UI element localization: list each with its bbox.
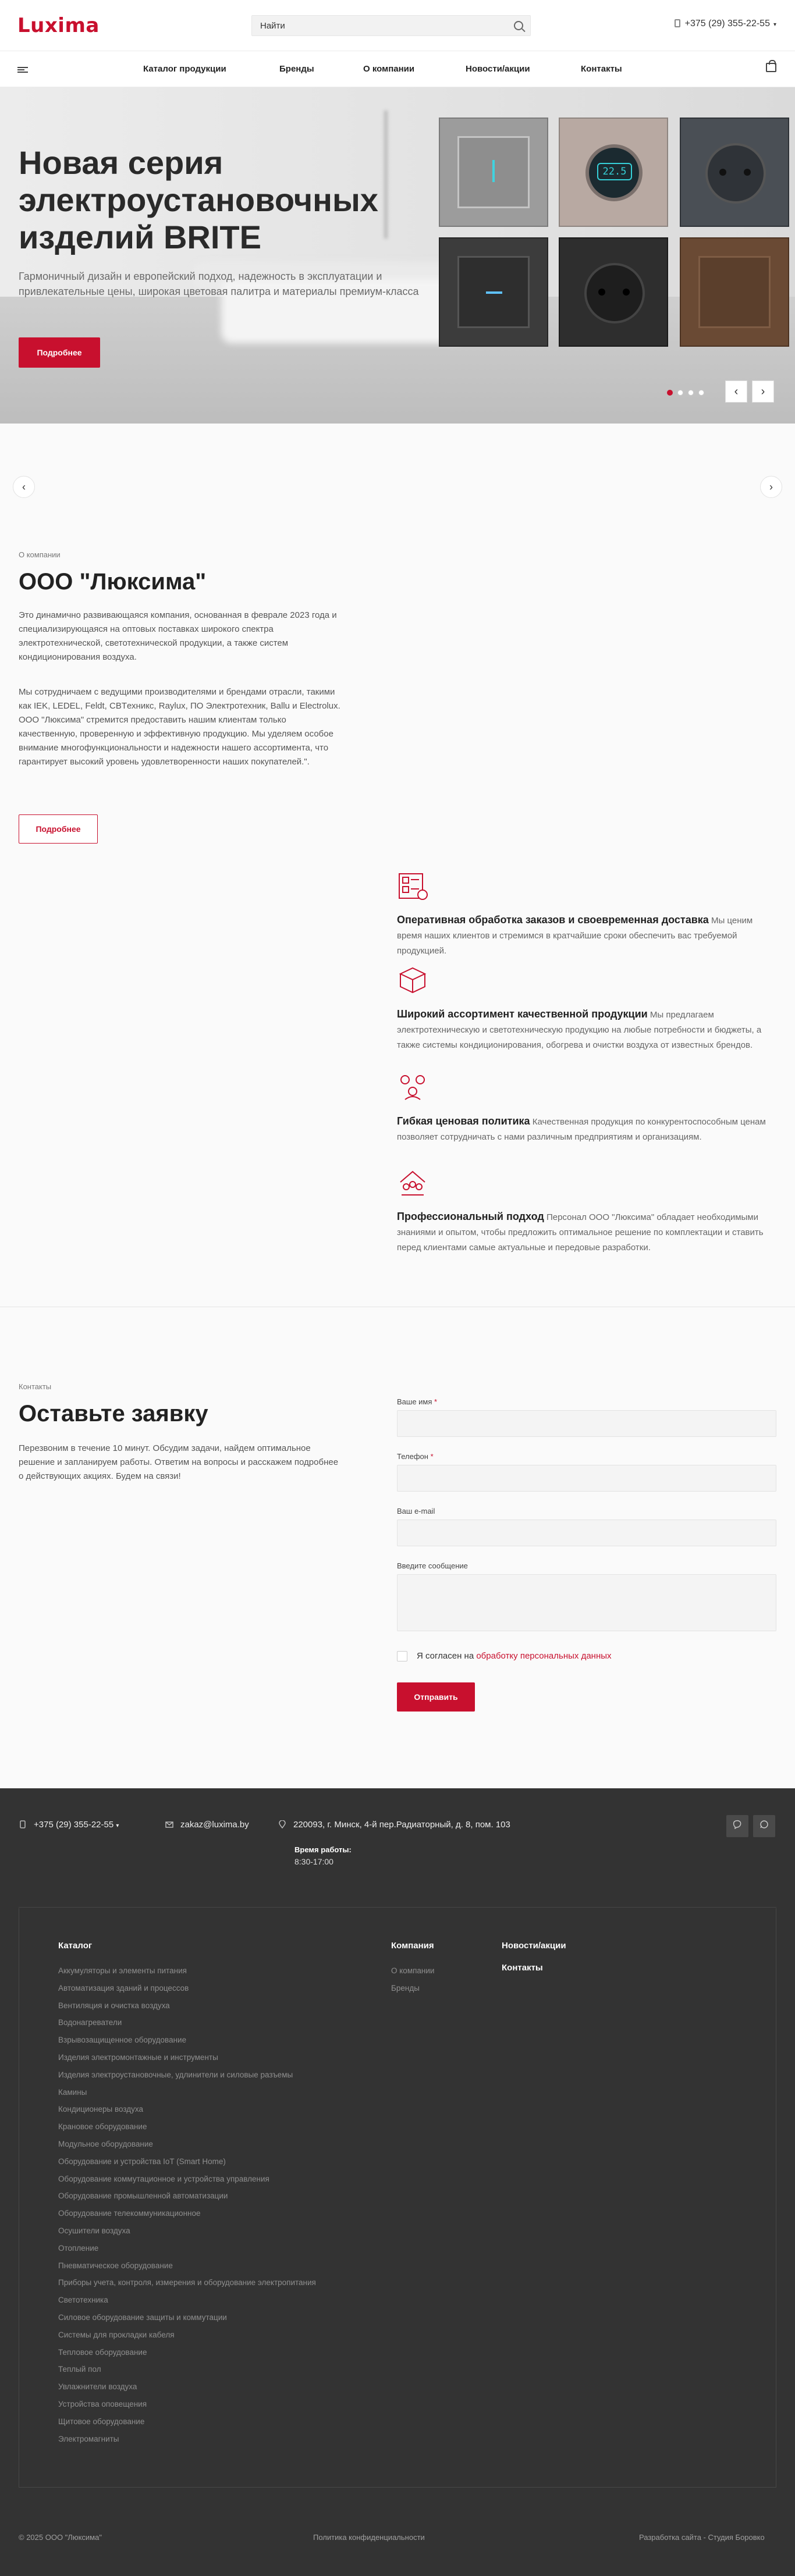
hours-value: 8:30-17:00	[294, 1857, 333, 1866]
footer-catalog-link[interactable]: Вентиляция и очистка воздуха	[58, 2001, 170, 2010]
product-tile-socket-usb	[680, 118, 789, 227]
nav-contacts[interactable]: Контакты	[581, 64, 622, 74]
carousel-prev-button[interactable]: ‹	[13, 476, 35, 498]
phone-icon	[19, 1820, 27, 1828]
footer-catalog-link[interactable]: Системы для прокладки кабеля	[58, 2330, 175, 2339]
about-paragraph-1: Это динамично развивающаяся компания, основанная в феврале 2023 года и специализирующаяся на оптовых поставках широкого спектра электротехнической, светотехнической продукции, а также систем кондиционирования воздуха.	[19, 610, 337, 662]
feature-item	[397, 1167, 776, 1255]
about-title: ООО "Люксима"	[19, 569, 207, 595]
footer-email[interactable]	[165, 1820, 249, 1830]
logo[interactable]: Luxima	[17, 14, 100, 37]
thermostat-dial	[585, 144, 643, 201]
contact-title: Оставьте заявку	[19, 1401, 208, 1426]
socket-hole-right	[744, 169, 751, 176]
thermostat-display: 22.5	[597, 163, 632, 180]
footer-company-link[interactable]: Бренды	[391, 1983, 420, 1993]
consent-text	[417, 1651, 612, 1661]
about-eyebrow: О компании	[19, 550, 61, 559]
feature-title: Профессиональный подход	[397, 1211, 544, 1222]
product-tile-switch-black	[439, 237, 548, 347]
footer-phone[interactable]	[19, 1820, 119, 1830]
socket-hole-left	[719, 169, 726, 176]
name-label	[397, 1397, 437, 1406]
name-input[interactable]	[397, 1410, 776, 1437]
slider-next-button[interactable]: ›	[752, 380, 774, 403]
nav-brands[interactable]: Бренды	[279, 64, 314, 74]
hero-subtitle: Гармоничный дизайн и европейский подход, надежность в эксплуатации и привлекательные цены, широкая цветовая палитра и материалы премиум-класса	[19, 271, 419, 297]
phone-label-text: Телефон	[397, 1452, 428, 1461]
footer-catalog-link[interactable]: Приборы учета, контроля, измерения и оборудование электропитания	[58, 2278, 316, 2287]
footer-catalog-link[interactable]: Оборудование телекоммуникационное	[58, 2209, 201, 2218]
footer-catalog-link[interactable]: Кондиционеры воздуха	[58, 2105, 143, 2114]
footer-catalog-link[interactable]: Светотехника	[58, 2296, 108, 2305]
footer-catalog-link[interactable]: Пневматическое оборудование	[58, 2261, 173, 2270]
footer-catalog-link[interactable]: Крановое оборудование	[58, 2122, 147, 2132]
footer-catalog-link[interactable]: Тепловое оборудование	[58, 2347, 147, 2357]
chevron-down-icon[interactable]: ▾	[773, 22, 776, 28]
email-input[interactable]	[397, 1520, 776, 1546]
submit-button[interactable]: Отправить	[397, 1682, 475, 1712]
required-mark: *	[430, 1452, 434, 1461]
search-input[interactable]	[252, 16, 496, 35]
footer-catalog-link[interactable]: Изделия электромонтажные и инструменты	[58, 2052, 218, 2062]
footer-phone-number[interactable]: +375 (29) 355-22-55	[34, 1820, 114, 1830]
indicator-light	[492, 160, 495, 182]
hero-title: Новая серия электроустановочных изделий BRITE	[19, 144, 378, 255]
footer-catalog-link[interactable]: Водонагреватели	[58, 2018, 122, 2027]
location-icon	[278, 1820, 286, 1828]
header-phone[interactable]	[675, 19, 776, 29]
socket-hole-left	[598, 289, 605, 296]
team-icon	[397, 1167, 428, 1198]
message-label: Введите сообщение	[397, 1561, 468, 1570]
footer-catalog-link[interactable]: Автоматизация зданий и процессов	[58, 1983, 189, 1993]
footer-catalog-link[interactable]: Электромагниты	[58, 2434, 119, 2443]
footer-company-link[interactable]: О компании	[391, 1966, 435, 1975]
footer-news-title[interactable]: Новости/акции	[502, 1941, 566, 1951]
email-label: Ваш e-mail	[397, 1507, 435, 1515]
hero-more-button[interactable]: Подробнее	[19, 337, 100, 368]
consent-prefix: Я согласен на	[417, 1651, 474, 1661]
footer-address-text: 220093, г. Минск, 4-й пер.Радиаторный, д. 8, пом. 103	[293, 1820, 510, 1830]
slider-dot[interactable]	[677, 390, 683, 396]
feature-description: Качественная продукция по конкурентоспособным ценам позволяет сотрудничать с нами различным предприятиям и организациям.	[397, 1117, 766, 1142]
viber-icon[interactable]	[726, 1815, 748, 1837]
nav-about[interactable]: О компании	[363, 64, 415, 74]
footer-catalog-link[interactable]: Оборудование и устройства IoT (Smart Home)	[58, 2157, 226, 2166]
footer-contacts-title[interactable]: Контакты	[502, 1963, 543, 1973]
contact-text: Перезвоним в течение 10 минут. Обсудим задачи, найдем оптимальное решение и запланируем работы. Ответим на вопросы и расскажем подробнее о действующих акциях. Будем на связи!	[19, 1443, 339, 1481]
feature-description: Мы предлагаем электротехническую и светотехническую продукцию на любые потребности и бюджеты, а также системы кондиционирования, обогрева и очистки воздуха от известных брендов.	[397, 1010, 762, 1050]
hours-label: Время работы:	[294, 1845, 352, 1854]
about-more-button[interactable]: Подробнее	[19, 814, 98, 844]
box-icon	[397, 965, 428, 996]
footer-catalog-link[interactable]: Отопление	[58, 2243, 99, 2253]
footer-catalog-link[interactable]: Силовое оборудование защиты и коммутации	[58, 2312, 227, 2322]
footer-catalog-link[interactable]: Модульное оборудование	[58, 2139, 153, 2148]
switch-key	[457, 136, 530, 208]
feature-description: Мы ценим время наших клиентов и стремимся в кратчайшие сроки обеспечить вас требуемой продукцией.	[397, 916, 753, 956]
footer-catalog-link[interactable]: Устройства оповещения	[58, 2399, 147, 2408]
header-phone-number[interactable]: +375 (29) 355-22-55	[684, 19, 770, 29]
footer-address	[278, 1820, 510, 1830]
slider-dot[interactable]	[698, 390, 704, 396]
footer-catalog-list	[58, 1965, 316, 2450]
feature-item	[397, 1072, 776, 1145]
footer-catalog-link[interactable]: Взрывозащищенное оборудование	[58, 2036, 187, 2045]
slider-pagination	[667, 388, 709, 399]
footer-catalog-link[interactable]: Камины	[58, 2087, 87, 2097]
search-bar	[251, 15, 531, 36]
footer-divider	[19, 1907, 776, 1908]
about-paragraph-2: Мы сотрудничаем с ведущими производителями и брендами отрасли, такими как IEK, LEDEL, Feldt, CBTехникс, Raylux, ПО Электротехник, Ballu и Electrolux. ООО "Люксима" стремится предоставить нашим клиентам только качественную, проверенную и эффективную продукцию. Мы уделяем особое внимание многофункциональности и надежности нашего ассортимента, что гарантирует высокий уровень удовлетворенности наших покупателей.".	[19, 687, 340, 767]
privacy-link[interactable]: Политика конфиденциальности	[313, 2533, 425, 2542]
footer	[0, 1788, 795, 2576]
hero-slider	[0, 87, 795, 424]
people-pricing-icon	[397, 1072, 428, 1103]
consent-link[interactable]: обработку персональных данных	[476, 1651, 612, 1661]
feature-item	[397, 870, 776, 959]
chevron-down-icon[interactable]: ▾	[116, 1823, 119, 1829]
search-icon[interactable]	[514, 21, 523, 30]
footer-catalog-link[interactable]: Оборудование промышленной автоматизации	[58, 2191, 228, 2201]
footer-catalog-link[interactable]: Аккумуляторы и элементы питания	[58, 1966, 187, 1975]
switch-key	[698, 256, 771, 328]
product-tile-switch-grey	[439, 118, 548, 227]
product-tile-socket-black	[559, 237, 668, 347]
phone-label	[397, 1452, 434, 1461]
order-icon	[397, 870, 428, 902]
footer-catalog-link[interactable]: Щитовое оборудование	[58, 2417, 145, 2426]
socket	[705, 143, 766, 204]
menu-icon[interactable]	[17, 67, 28, 73]
slider-prev-button[interactable]: ‹	[725, 380, 747, 403]
nav-catalog[interactable]: Каталог продукции	[143, 64, 226, 74]
whatsapp-icon[interactable]	[753, 1815, 775, 1837]
feature-title: Оперативная обработка заказов и своевременная доставка	[397, 914, 709, 926]
feature-title: Широкий ассортимент качественной продукции	[397, 1008, 648, 1020]
main-nav	[0, 51, 795, 87]
name-label-text: Ваше имя	[397, 1397, 432, 1406]
feature-text	[397, 1006, 776, 1053]
footer-email-text[interactable]: zakaz@luxima.by	[180, 1820, 249, 1830]
feature-item	[397, 965, 776, 1053]
carousel-next-button[interactable]: ›	[760, 476, 782, 498]
feature-text	[397, 1209, 776, 1255]
feature-text	[397, 912, 776, 959]
nav-news[interactable]: Новости/акции	[466, 64, 530, 74]
footer-catalog-link[interactable]: Осушители воздуха	[58, 2226, 130, 2235]
developer-link[interactable]: Разработка сайта - Студия Боровко	[639, 2533, 765, 2542]
footer-catalog-link[interactable]: Оборудование коммутационное и устройства управления	[58, 2174, 269, 2183]
slider-dot[interactable]	[688, 390, 694, 396]
copyright: © 2025 ООО "Люксима"	[19, 2533, 102, 2542]
message-textarea[interactable]	[397, 1574, 776, 1631]
socket-hole-right	[623, 289, 630, 296]
footer-catalog-link[interactable]: Изделия электроустановочные, удлинители и силовые разъемы	[58, 2070, 293, 2079]
footer-company-list	[391, 1965, 434, 2000]
product-tile-switch-wood	[680, 237, 789, 347]
footer-catalog-link[interactable]: Увлажнители воздуха	[58, 2382, 137, 2392]
product-tile-thermostat	[559, 118, 668, 227]
phone-icon	[675, 19, 680, 27]
required-mark: *	[434, 1397, 438, 1406]
feature-description: Персонал ООО "Люксима" обладает необходимыми знаниями и опытом, чтобы предложить оптимальное решение по комплектации и ставить перед клиентами самые актуальные и передовые разработки.	[397, 1212, 764, 1253]
indicator-light	[486, 291, 502, 294]
mail-icon	[165, 1820, 173, 1828]
cart-icon[interactable]	[766, 63, 776, 72]
top-header	[0, 0, 795, 51]
footer-company-title[interactable]: Компания	[391, 1941, 434, 1951]
socket	[584, 263, 645, 323]
slider-dot[interactable]	[667, 390, 673, 396]
footer-catalog-link[interactable]: Теплый пол	[58, 2365, 101, 2374]
switch-key	[457, 256, 530, 328]
contact-eyebrow: Контакты	[19, 1382, 52, 1391]
feature-text	[397, 1113, 776, 1145]
phone-input[interactable]	[397, 1465, 776, 1492]
feature-title: Гибкая ценовая политика	[397, 1115, 530, 1127]
footer-catalog-title[interactable]: Каталог	[58, 1941, 93, 1951]
consent-checkbox[interactable]	[397, 1651, 407, 1661]
